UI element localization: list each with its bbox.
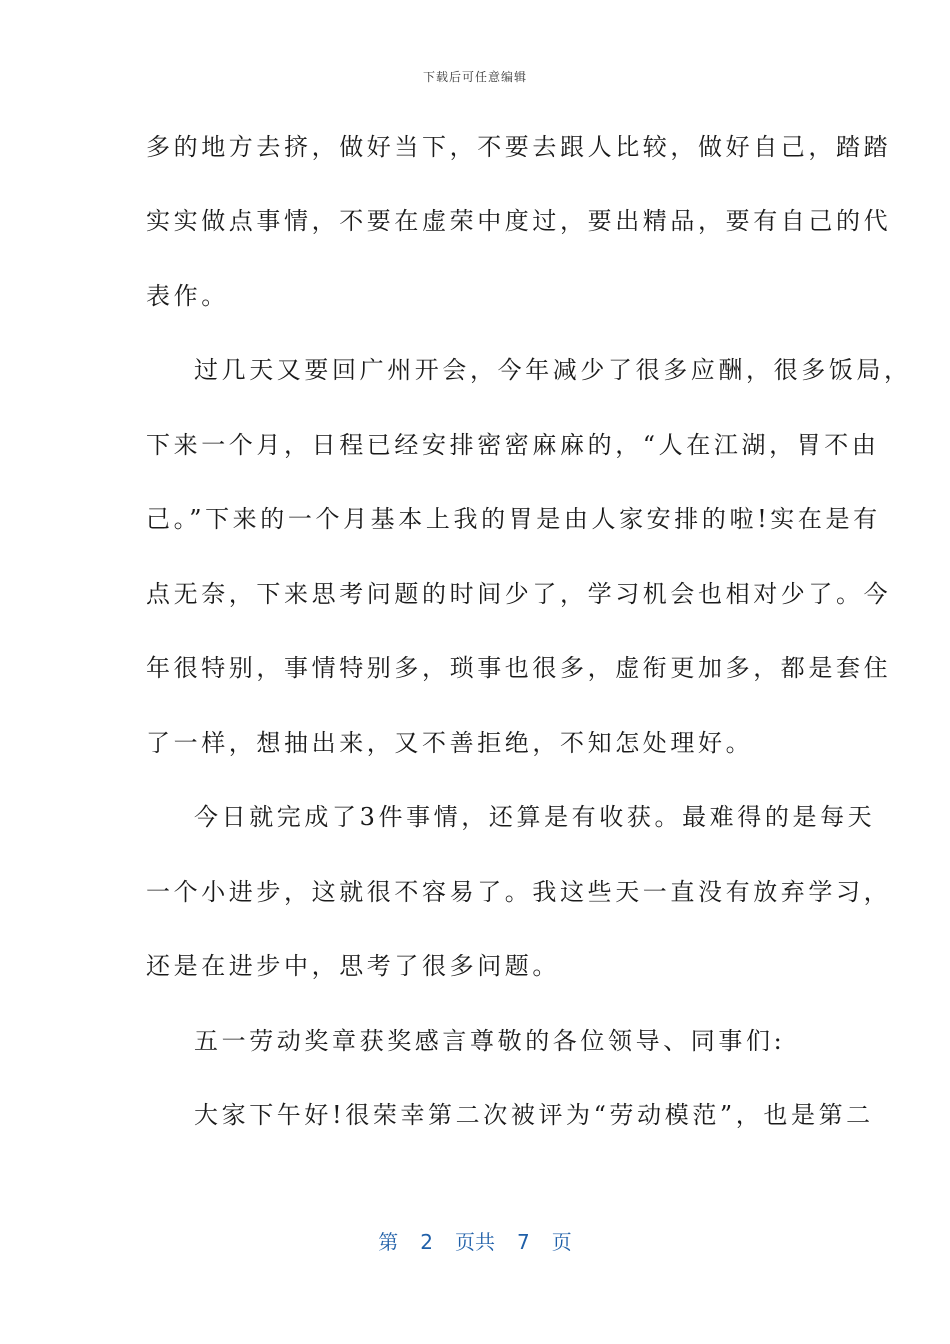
- text-line: 实实做点事情，不要在虚荣中度过，要出精品，要有自己的代: [146, 207, 892, 235]
- page-mid-label: 页共: [455, 1230, 495, 1254]
- page-current: 2: [420, 1230, 433, 1254]
- page-header: 下载后可任意编辑: [422, 70, 527, 84]
- page-footer: [0, 1226, 950, 1255]
- page-label: 第: [378, 1230, 399, 1254]
- text-line: 点无奈，下来思考问题的时间少了，学习机会也相对少了。今: [146, 580, 892, 608]
- text-line: 还是在进步中，思考了很多问题。: [146, 952, 560, 980]
- text-line: 大家下午好!很荣幸第二次被评为“劳动模范”，也是第二: [194, 1101, 874, 1129]
- text-line: 过几天又要回广州开会，今年减少了很多应酬，很多饭局，: [194, 356, 912, 384]
- page-end-label: 页: [551, 1230, 572, 1254]
- text-line: 多的地方去挤，做好当下，不要去跟人比较，做好自己，踏踏: [146, 133, 892, 161]
- text-line: 表作。: [146, 282, 229, 310]
- text-line: 己。”下来的一个月基本上我的胃是由人家安排的啦!实在是有: [146, 505, 881, 533]
- text-line: 一个小进步，这就很不容易了。我这些天一直没有放弃学习，: [146, 878, 892, 906]
- text-line: 年很特别，事情特别多，琐事也很多，虚衔更加多，都是套住: [146, 654, 892, 682]
- text-line: 五一劳动奖章获奖感言尊敬的各位领导、同事们:: [194, 1027, 786, 1055]
- text-line: 今日就完成了3件事情，还算是有收获。最难得的是每天: [194, 803, 876, 831]
- page-total: 7: [517, 1230, 530, 1254]
- text-line: 下来一个月，日程已经安排密密麻麻的，“人在江湖，胃不由: [146, 431, 880, 459]
- text-line: 了一样，想抽出来，又不善拒绝，不知怎处理好。: [146, 729, 754, 757]
